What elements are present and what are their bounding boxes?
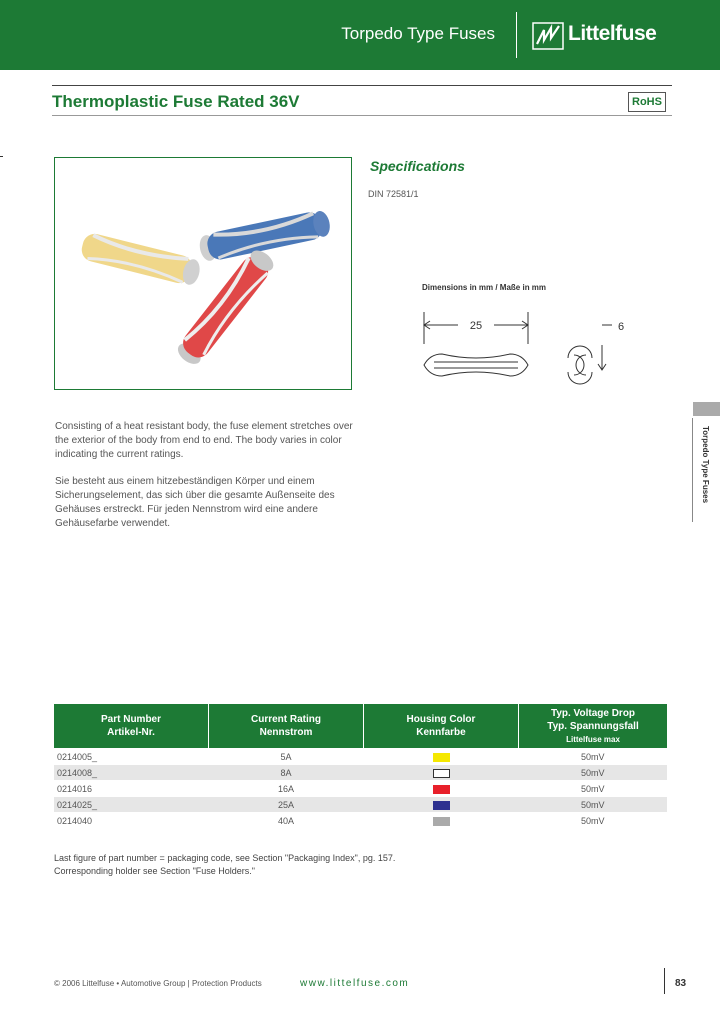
voltage-drop: 50mV bbox=[519, 765, 668, 781]
housing-color bbox=[364, 765, 519, 781]
din-standard: DIN 72581/1 bbox=[368, 189, 419, 199]
table-row bbox=[54, 797, 667, 813]
current-rating: 40A bbox=[209, 813, 364, 829]
note-holder: Corresponding holder see Section "Fuse Holders." bbox=[54, 866, 255, 876]
part-number: 0214005_ bbox=[54, 749, 209, 765]
table-row bbox=[54, 765, 667, 781]
housing-color bbox=[364, 813, 519, 829]
voltage-drop: 50mV bbox=[519, 781, 668, 797]
header-voltage-drop: Typ. Voltage Drop Typ. Spannungsfall Littelfuse max bbox=[519, 704, 668, 749]
housing-color bbox=[364, 781, 519, 797]
header-divider bbox=[516, 12, 517, 58]
color-swatch bbox=[433, 801, 450, 810]
side-tab-label: Torpedo Type Fuses bbox=[701, 426, 710, 504]
specifications-heading: Specifications bbox=[370, 158, 465, 174]
current-rating: 5A bbox=[209, 749, 364, 765]
header-part-number: Part Number Artikel-Nr. bbox=[54, 704, 209, 749]
table-row bbox=[54, 813, 667, 829]
color-swatch bbox=[433, 817, 450, 826]
spec-table bbox=[54, 704, 667, 828]
margin-mark bbox=[0, 156, 3, 157]
color-swatch bbox=[433, 769, 450, 778]
voltage-drop: 50mV bbox=[519, 813, 668, 829]
description-english: Consisting of a heat resistant body, the fuse element stretches over the exterior of the body from end to end. The body varies in color indicating the current ratings. bbox=[55, 421, 353, 460]
page-number: 83 bbox=[675, 978, 687, 989]
brand-name: Littelfuse bbox=[568, 22, 657, 45]
part-number: 0214016 bbox=[54, 781, 209, 797]
diameter-value: 6 bbox=[618, 321, 625, 333]
table-row bbox=[54, 749, 667, 765]
header-housing-color: Housing Color Kennfarbe bbox=[364, 704, 519, 749]
part-number: 0214025_ bbox=[54, 797, 209, 813]
page-title: Thermoplastic Fuse Rated 36V bbox=[52, 92, 300, 111]
housing-color bbox=[364, 749, 519, 765]
color-swatch bbox=[433, 753, 450, 762]
part-number: 0214040 bbox=[54, 813, 209, 829]
title-rule-top bbox=[52, 85, 672, 86]
table-row bbox=[54, 781, 667, 797]
note-packaging: Last figure of part number = packaging code, see Section "Packaging Index", pg. 157. bbox=[54, 853, 396, 863]
header-current-rating: Current Rating Nennstrom bbox=[209, 704, 364, 749]
voltage-drop: 50mV bbox=[519, 749, 668, 765]
fuses-illustration-icon bbox=[55, 158, 351, 389]
footer-url-link[interactable]: www.littelfuse.com bbox=[300, 978, 410, 989]
voltage-drop: 50mV bbox=[519, 797, 668, 813]
current-rating: 8A bbox=[209, 765, 364, 781]
side-tab-rule bbox=[692, 418, 693, 522]
part-number: 0214008_ bbox=[54, 765, 209, 781]
table-header-row bbox=[54, 704, 667, 749]
description-german: Sie besteht aus einem hitzebeständigen Körper und einem Sicherungselement, das sich über die gesamte Außenseite des Gehäuses erstreckt. Für jeden Nennstrom wird eine andere Gehäusefarbe verwendet. bbox=[55, 476, 335, 529]
rohs-badge: RoHS bbox=[628, 92, 666, 112]
footer-divider bbox=[664, 968, 665, 994]
dimensions-label: Dimensions in mm / Maße in mm bbox=[422, 283, 547, 292]
title-rule-bottom bbox=[52, 115, 672, 116]
current-rating: 25A bbox=[209, 797, 364, 813]
product-photo bbox=[54, 157, 352, 390]
color-swatch bbox=[433, 785, 450, 794]
header-title: Torpedo Type Fuses bbox=[341, 24, 495, 43]
housing-color bbox=[364, 797, 519, 813]
side-tab-marker bbox=[693, 402, 720, 416]
length-value: 25 bbox=[469, 320, 483, 332]
current-rating: 16A bbox=[209, 781, 364, 797]
dimension-drawing bbox=[404, 310, 644, 390]
footer-copyright: © 2006 Littelfuse • Automotive Group | Protection Products bbox=[54, 979, 262, 988]
